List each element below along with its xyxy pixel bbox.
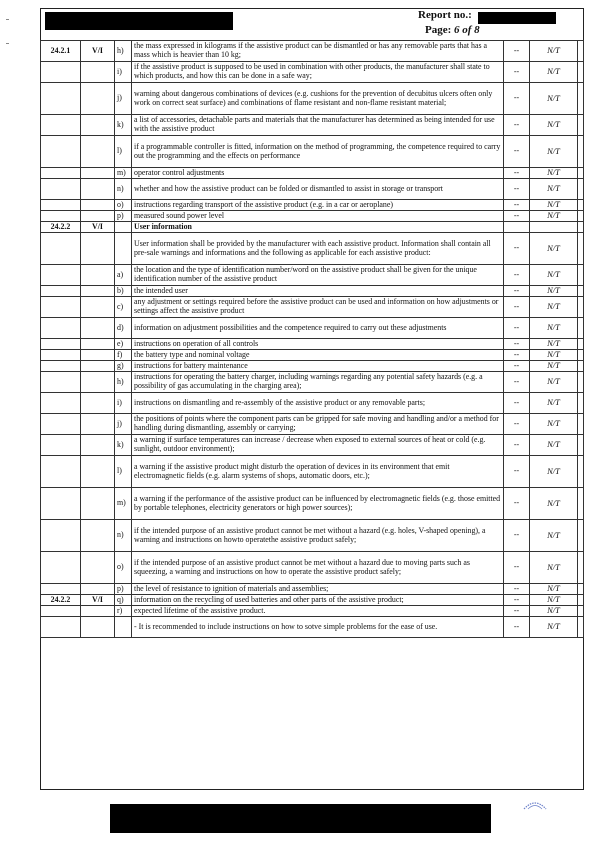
verdict-category-cell bbox=[81, 520, 115, 552]
verdict-category-cell bbox=[81, 286, 115, 297]
item-letter-cell: r) bbox=[115, 606, 132, 617]
clause-cell bbox=[41, 136, 81, 168]
result-cell: N/T bbox=[530, 286, 578, 297]
item-letter-cell bbox=[115, 222, 132, 233]
remarks-cell bbox=[578, 200, 584, 211]
dash-cell: -- bbox=[504, 297, 530, 318]
table-row bbox=[41, 115, 584, 136]
verdict-category-cell bbox=[81, 488, 115, 520]
result-cell: N/T bbox=[530, 200, 578, 211]
dash-cell: -- bbox=[504, 414, 530, 435]
dash-cell: -- bbox=[504, 115, 530, 136]
verdict-category-cell bbox=[81, 179, 115, 200]
remarks-cell bbox=[578, 233, 584, 265]
item-letter-cell: p) bbox=[115, 584, 132, 595]
table-row bbox=[41, 520, 584, 552]
result-cell: N/T bbox=[530, 414, 578, 435]
report-number-label: Report no.: bbox=[418, 9, 472, 21]
requirement-text-cell: expected lifetime of the assistive product. bbox=[132, 606, 504, 617]
table-row bbox=[41, 488, 584, 520]
item-letter-cell: p) bbox=[115, 211, 132, 222]
table-row bbox=[41, 372, 584, 393]
clause-cell bbox=[41, 168, 81, 179]
dash-cell: -- bbox=[504, 168, 530, 179]
requirement-text-cell: a warning if surface temperatures can increase / decrease when exposed to external sources of heat or cold (e.g. sunlight, outdoor environment); bbox=[132, 435, 504, 456]
remarks-cell bbox=[578, 414, 584, 435]
remarks-cell bbox=[578, 372, 584, 393]
table-row bbox=[41, 456, 584, 488]
verdict-category-cell bbox=[81, 200, 115, 211]
result-cell: N/T bbox=[530, 606, 578, 617]
dash-cell: -- bbox=[504, 617, 530, 638]
requirement-text-cell: the level of resistance to ignition of materials and assemblies; bbox=[132, 584, 504, 595]
item-letter-cell: o) bbox=[115, 200, 132, 211]
requirement-text-cell: instructions on dismantling and re-assembly of the assistive product or any removable parts; bbox=[132, 393, 504, 414]
remarks-cell bbox=[578, 584, 584, 595]
table-row bbox=[41, 606, 584, 617]
remarks-cell bbox=[578, 552, 584, 584]
verdict-category-cell bbox=[81, 318, 115, 339]
remarks-cell bbox=[578, 168, 584, 179]
verdict-category-cell bbox=[81, 393, 115, 414]
remarks-cell bbox=[578, 211, 584, 222]
clause-cell bbox=[41, 520, 81, 552]
clause-cell bbox=[41, 339, 81, 350]
result-cell: N/T bbox=[530, 168, 578, 179]
table-row bbox=[41, 318, 584, 339]
clause-cell bbox=[41, 211, 81, 222]
clause-cell bbox=[41, 372, 81, 393]
result-cell: N/T bbox=[530, 265, 578, 286]
page-indicator bbox=[425, 24, 570, 36]
requirement-text-cell: the battery type and nominal voltage bbox=[132, 350, 504, 361]
requirement-text-cell: a list of accessories, detachable parts and materials that the manufacturer has determined as being intended for use with the assistive product bbox=[132, 115, 504, 136]
item-letter-cell: a) bbox=[115, 265, 132, 286]
table-row bbox=[41, 222, 584, 233]
table-row bbox=[41, 414, 584, 435]
dash-cell: -- bbox=[504, 62, 530, 83]
clause-cell bbox=[41, 606, 81, 617]
table-row bbox=[41, 286, 584, 297]
result-cell: N/T bbox=[530, 179, 578, 200]
remarks-cell bbox=[578, 115, 584, 136]
result-cell: N/T bbox=[530, 456, 578, 488]
remarks-cell bbox=[578, 265, 584, 286]
dash-cell: -- bbox=[504, 179, 530, 200]
verdict-category-cell bbox=[81, 584, 115, 595]
result-cell: N/T bbox=[530, 297, 578, 318]
table-row bbox=[41, 361, 584, 372]
dash-cell: -- bbox=[504, 318, 530, 339]
verdict-category-cell: V/I bbox=[81, 595, 115, 606]
remarks-cell bbox=[578, 435, 584, 456]
clause-cell bbox=[41, 414, 81, 435]
dash-cell: -- bbox=[504, 265, 530, 286]
verdict-category-cell bbox=[81, 361, 115, 372]
requirement-text-cell: User information bbox=[132, 222, 504, 233]
requirement-text-cell: the location and the type of identification number/word on the assistive product shall be given for the unique identification number of the assistive product bbox=[132, 265, 504, 286]
requirement-text-cell: instructions on operation of all controls bbox=[132, 339, 504, 350]
verdict-category-cell bbox=[81, 435, 115, 456]
table-row bbox=[41, 552, 584, 584]
item-letter-cell: o) bbox=[115, 552, 132, 584]
result-cell: N/T bbox=[530, 361, 578, 372]
item-letter-cell: i) bbox=[115, 62, 132, 83]
clause-cell bbox=[41, 361, 81, 372]
clause-cell bbox=[41, 435, 81, 456]
item-letter-cell: c) bbox=[115, 297, 132, 318]
verdict-category-cell bbox=[81, 136, 115, 168]
dash-cell: -- bbox=[504, 584, 530, 595]
requirement-text-cell: a warning if the performance of the assistive product can be influenced by electromagnetic fields (e.g. those emitted by portable telephones, electricity generators or high power sources); bbox=[132, 488, 504, 520]
clause-cell bbox=[41, 350, 81, 361]
requirement-text-cell: whether and how the assistive product can be folded or dismantled to assist in storage or transport bbox=[132, 179, 504, 200]
clause-cell bbox=[41, 488, 81, 520]
table-row bbox=[41, 62, 584, 83]
item-letter-cell: g) bbox=[115, 361, 132, 372]
requirement-text-cell: if a programmable controller is fitted, information on the method of programming, the competence required to carry out the programming and the effects on performance bbox=[132, 136, 504, 168]
clause-cell: 24.2.1 bbox=[41, 41, 81, 62]
item-letter-cell: n) bbox=[115, 179, 132, 200]
table-row bbox=[41, 350, 584, 361]
table-row bbox=[41, 83, 584, 115]
clause-cell bbox=[41, 62, 81, 83]
verdict-category-cell bbox=[81, 456, 115, 488]
remarks-cell bbox=[578, 361, 584, 372]
dash-cell: -- bbox=[504, 339, 530, 350]
item-letter-cell: e) bbox=[115, 339, 132, 350]
requirement-text-cell: warning about dangerous combinations of devices (e.g. cushions for the prevention of decubitus ulcers often only work on correct seat surface) and combinations of flame resistant and non-flame resistant material; bbox=[132, 83, 504, 115]
verdict-category-cell bbox=[81, 211, 115, 222]
clause-cell bbox=[41, 83, 81, 115]
result-cell: N/T bbox=[530, 62, 578, 83]
verdict-category-cell bbox=[81, 552, 115, 584]
remarks-cell bbox=[578, 62, 584, 83]
clause-cell bbox=[41, 233, 81, 265]
item-letter-cell: i) bbox=[115, 393, 132, 414]
verdict-category-cell bbox=[81, 350, 115, 361]
requirement-text-cell: User information shall be provided by the manufacturer with each assistive product. Information shall contain all pre-sale warnings and informations and the following as applicable for each assistive product: bbox=[132, 233, 504, 265]
verdict-category-cell bbox=[81, 83, 115, 115]
verdict-category-cell bbox=[81, 115, 115, 136]
remarks-cell bbox=[578, 222, 584, 233]
requirements-table bbox=[40, 40, 584, 638]
item-letter-cell: l) bbox=[115, 456, 132, 488]
clause-cell bbox=[41, 318, 81, 339]
remarks-cell bbox=[578, 136, 584, 168]
table-row bbox=[41, 233, 584, 265]
remarks-cell bbox=[578, 456, 584, 488]
clause-cell bbox=[41, 393, 81, 414]
clause-cell: 24.2.2 bbox=[41, 222, 81, 233]
table-row bbox=[41, 617, 584, 638]
dash-cell: -- bbox=[504, 393, 530, 414]
remarks-cell bbox=[578, 606, 584, 617]
dash-cell: -- bbox=[504, 286, 530, 297]
item-letter-cell: k) bbox=[115, 115, 132, 136]
table-row bbox=[41, 435, 584, 456]
result-cell: N/T bbox=[530, 41, 578, 62]
clause-cell bbox=[41, 265, 81, 286]
dash-cell: -- bbox=[504, 372, 530, 393]
item-letter-cell: h) bbox=[115, 372, 132, 393]
remarks-cell bbox=[578, 393, 584, 414]
clause-cell bbox=[41, 179, 81, 200]
requirement-text-cell: information on adjustment possibilities and the competence required to carry out these adjustments bbox=[132, 318, 504, 339]
page-label: Page: bbox=[425, 24, 452, 36]
result-cell: N/T bbox=[530, 488, 578, 520]
item-letter-cell: j) bbox=[115, 83, 132, 115]
item-letter-cell: b) bbox=[115, 286, 132, 297]
item-letter-cell: j) bbox=[115, 414, 132, 435]
requirement-text-cell: operator control adjustments bbox=[132, 168, 504, 179]
clause-cell bbox=[41, 286, 81, 297]
result-cell: N/T bbox=[530, 136, 578, 168]
result-cell: N/T bbox=[530, 617, 578, 638]
table-row bbox=[41, 393, 584, 414]
verdict-category-cell bbox=[81, 372, 115, 393]
table-row bbox=[41, 168, 584, 179]
verdict-category-cell bbox=[81, 414, 115, 435]
verdict-category-cell: V/I bbox=[81, 222, 115, 233]
requirement-text-cell: if the intended purpose of an assistive product cannot be met without a hazard (e.g. holes, V-shaped opening), a warning and instructions on howto operatethe assistive product safely; bbox=[132, 520, 504, 552]
item-letter-cell bbox=[115, 617, 132, 638]
remarks-cell bbox=[578, 520, 584, 552]
clause-cell bbox=[41, 200, 81, 211]
verdict-category-cell bbox=[81, 606, 115, 617]
verdict-category-cell bbox=[81, 168, 115, 179]
remarks-cell bbox=[578, 297, 584, 318]
dash-cell: -- bbox=[504, 200, 530, 211]
item-letter-cell: n) bbox=[115, 520, 132, 552]
remarks-cell bbox=[578, 83, 584, 115]
item-letter-cell: m) bbox=[115, 488, 132, 520]
clause-cell bbox=[41, 552, 81, 584]
table-row bbox=[41, 297, 584, 318]
requirement-text-cell: instructions for operating the battery charger, including warnings regarding any potential safety hazards (e.g. a possibility of gas accumulating in the charging area); bbox=[132, 372, 504, 393]
remarks-cell bbox=[578, 318, 584, 339]
result-cell: N/T bbox=[530, 393, 578, 414]
table-row bbox=[41, 265, 584, 286]
clause-cell bbox=[41, 115, 81, 136]
verdict-category-cell bbox=[81, 339, 115, 350]
item-letter-cell: h) bbox=[115, 41, 132, 62]
dash-cell: -- bbox=[504, 520, 530, 552]
stamp-seal bbox=[522, 797, 548, 811]
result-cell: N/T bbox=[530, 350, 578, 361]
verdict-category-cell bbox=[81, 62, 115, 83]
table-row bbox=[41, 179, 584, 200]
result-cell: N/T bbox=[530, 435, 578, 456]
item-letter-cell: l) bbox=[115, 136, 132, 168]
item-letter-cell: q) bbox=[115, 595, 132, 606]
verdict-category-cell bbox=[81, 233, 115, 265]
verdict-category-cell bbox=[81, 265, 115, 286]
clause-cell bbox=[41, 456, 81, 488]
page-value: 6 of 8 bbox=[454, 24, 480, 36]
requirement-text-cell: information on the recycling of used batteries and other parts of the assistive product; bbox=[132, 595, 504, 606]
dash-cell: -- bbox=[504, 435, 530, 456]
remarks-cell bbox=[578, 617, 584, 638]
redacted-footer-block bbox=[110, 804, 491, 833]
requirement-text-cell: instructions for battery maintenance bbox=[132, 361, 504, 372]
clause-cell bbox=[41, 584, 81, 595]
dash-cell: -- bbox=[504, 606, 530, 617]
requirement-text-cell: the mass expressed in kilograms if the assistive product can be dismantled or has any removable parts that has a mass which is heavier than 10 kg; bbox=[132, 41, 504, 62]
dash-cell: -- bbox=[504, 552, 530, 584]
table-row bbox=[41, 211, 584, 222]
item-letter-cell: f) bbox=[115, 350, 132, 361]
dash-cell bbox=[504, 222, 530, 233]
result-cell: N/T bbox=[530, 115, 578, 136]
table-row bbox=[41, 595, 584, 606]
remarks-cell bbox=[578, 350, 584, 361]
table-row bbox=[41, 200, 584, 211]
dash-cell: -- bbox=[504, 595, 530, 606]
result-cell bbox=[530, 222, 578, 233]
remarks-cell bbox=[578, 339, 584, 350]
remarks-cell bbox=[578, 179, 584, 200]
requirement-text-cell: if the intended purpose of an assistive product cannot be met without a hazard due to moving parts such as squeezing, a warning and instructions on how to operate the assistive product safely; bbox=[132, 552, 504, 584]
margin-mark bbox=[6, 19, 9, 20]
requirements-table-body bbox=[41, 41, 584, 638]
result-cell: N/T bbox=[530, 520, 578, 552]
verdict-category-cell bbox=[81, 617, 115, 638]
clause-cell bbox=[41, 617, 81, 638]
result-cell: N/T bbox=[530, 552, 578, 584]
table-row bbox=[41, 339, 584, 350]
dash-cell: -- bbox=[504, 361, 530, 372]
dash-cell: -- bbox=[504, 488, 530, 520]
requirement-text-cell: if the assistive product is supposed to be used in combination with other products, the manufacturer shall state to which products, and how this can be done in a safe way; bbox=[132, 62, 504, 83]
redacted-header-block bbox=[45, 12, 233, 30]
result-cell: N/T bbox=[530, 595, 578, 606]
remarks-cell bbox=[578, 595, 584, 606]
remarks-cell bbox=[578, 488, 584, 520]
dash-cell: -- bbox=[504, 211, 530, 222]
requirement-text-cell: the intended user bbox=[132, 286, 504, 297]
table-row bbox=[41, 136, 584, 168]
result-cell: N/T bbox=[530, 339, 578, 350]
clause-cell: 24.2.2 bbox=[41, 595, 81, 606]
dash-cell: -- bbox=[504, 136, 530, 168]
result-cell: N/T bbox=[530, 318, 578, 339]
item-letter-cell bbox=[115, 233, 132, 265]
margin-mark bbox=[6, 43, 9, 44]
result-cell: N/T bbox=[530, 233, 578, 265]
table-row bbox=[41, 41, 584, 62]
item-letter-cell: m) bbox=[115, 168, 132, 179]
requirement-text-cell: - It is recommended to include instructions on how to sotve simple problems for the ease of use. bbox=[132, 617, 504, 638]
requirement-text-cell: instructions regarding transport of the assistive product (e.g. in a car or aeroplane) bbox=[132, 200, 504, 211]
remarks-cell bbox=[578, 41, 584, 62]
dash-cell: -- bbox=[504, 233, 530, 265]
result-cell: N/T bbox=[530, 83, 578, 115]
result-cell: N/T bbox=[530, 211, 578, 222]
remarks-cell bbox=[578, 286, 584, 297]
requirement-text-cell: a warning if the assistive product might disturb the operation of devices in its environment that emit electromagnetic fields (e.g. alarm systems of shops, automatic doors, etc.); bbox=[132, 456, 504, 488]
table-row bbox=[41, 584, 584, 595]
result-cell: N/T bbox=[530, 372, 578, 393]
dash-cell: -- bbox=[504, 41, 530, 62]
dash-cell: -- bbox=[504, 456, 530, 488]
dash-cell: -- bbox=[504, 83, 530, 115]
item-letter-cell: k) bbox=[115, 435, 132, 456]
verdict-category-cell: V/I bbox=[81, 41, 115, 62]
dash-cell: -- bbox=[504, 350, 530, 361]
clause-cell bbox=[41, 297, 81, 318]
verdict-category-cell bbox=[81, 297, 115, 318]
requirement-text-cell: the positions of points where the component parts can be gripped for safe moving and handling and/or a method for handling during dismantling, assembly or carrying; bbox=[132, 414, 504, 435]
result-cell: N/T bbox=[530, 584, 578, 595]
item-letter-cell: d) bbox=[115, 318, 132, 339]
requirement-text-cell: measured sound power level bbox=[132, 211, 504, 222]
requirement-text-cell: any adjustment or settings required before the assistive product can be used and information on how adjustments or settings affect the assistive product bbox=[132, 297, 504, 318]
